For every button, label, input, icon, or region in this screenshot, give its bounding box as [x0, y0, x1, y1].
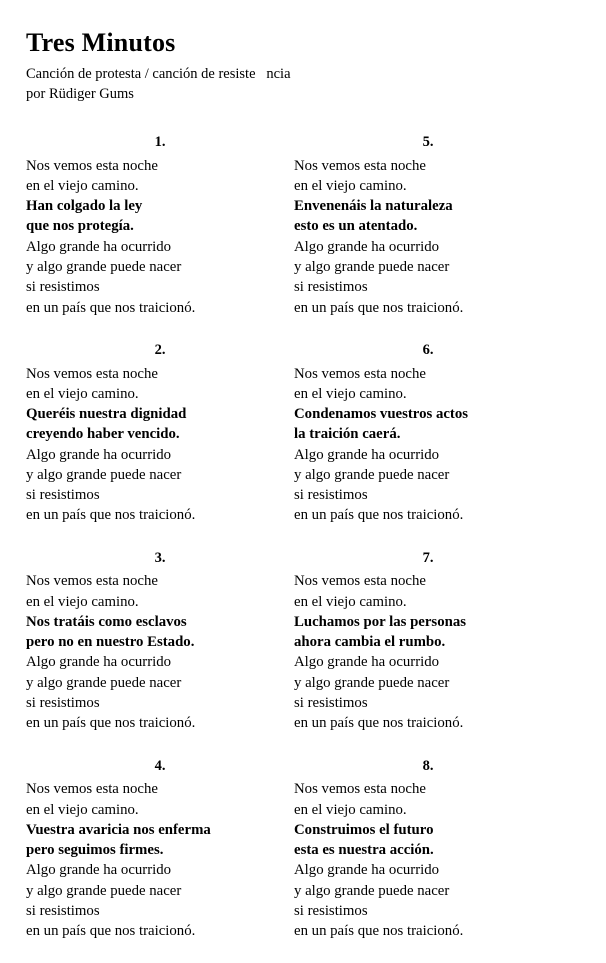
- verse-number: 4.: [154, 757, 166, 774]
- verse-line: Nos vemos esta noche: [294, 157, 426, 174]
- verse: [294, 132, 562, 318]
- verse-line: Nos vemos esta noche: [26, 781, 158, 798]
- verse-line: en el viejo camino.: [26, 177, 139, 194]
- verse-line: si resistimos: [26, 487, 100, 504]
- verse-line: en el viejo camino.: [26, 385, 139, 402]
- verse-line: en el viejo camino.: [294, 177, 407, 194]
- verse-line: en un país que nos traicionó.: [294, 715, 464, 732]
- verse-line: Luchamos por las personas: [294, 613, 466, 630]
- page-title: Tres Minutos: [26, 28, 176, 57]
- verse-line: Nos tratáis como esclavos: [26, 613, 187, 630]
- verse: [26, 340, 294, 526]
- verse-line: creyendo haber vencido.: [26, 426, 180, 443]
- verse-line: Condenamos vuestros actos: [294, 406, 469, 423]
- verse: [294, 340, 562, 526]
- verse-line: Algo grande ha ocurrido: [294, 654, 440, 671]
- verse-line: en el viejo camino.: [294, 385, 407, 402]
- verse-line: en un país que nos traicionó.: [294, 507, 464, 524]
- verse-line: en un país que nos traicionó.: [294, 923, 464, 940]
- verse-line: Algo grande ha ocurrido: [294, 862, 440, 879]
- verse-number: 7.: [422, 549, 434, 566]
- verse-line: Nos vemos esta noche: [26, 157, 158, 174]
- verse-line: y algo grande puede nacer: [294, 466, 450, 483]
- verse-line: pero no en nuestro Estado.: [26, 634, 195, 651]
- verse-line: Algo grande ha ocurrido: [26, 446, 172, 463]
- verse-line: y algo grande puede nacer: [26, 258, 182, 275]
- verse-line: en un país que nos traicionó.: [26, 299, 196, 316]
- subtitle-author: por Rüdiger Gums: [26, 85, 134, 102]
- verse-number: 2.: [154, 341, 166, 358]
- verse-line: Construimos el futuro: [294, 821, 434, 838]
- verse-line: pero seguimos firmes.: [26, 842, 164, 859]
- verse-line: Nos vemos esta noche: [26, 365, 158, 382]
- verse-line: en un país que nos traicionó.: [294, 299, 464, 316]
- subtitle-block: [26, 64, 580, 104]
- verse-line: Envenenáis la naturaleza: [294, 198, 453, 215]
- verse-number: 6.: [422, 341, 434, 358]
- verse-line: y algo grande puede nacer: [26, 674, 182, 691]
- verse-line: Nos vemos esta noche: [294, 781, 426, 798]
- verse-line: Algo grande ha ocurrido: [26, 654, 172, 671]
- verse-line: si resistimos: [294, 487, 368, 504]
- verse-number: 3.: [154, 549, 166, 566]
- verse-line: Nos vemos esta noche: [294, 365, 426, 382]
- verse-line: si resistimos: [294, 902, 368, 919]
- verse-line: esto es un atentado.: [294, 218, 418, 235]
- verse-line: Algo grande ha ocurrido: [26, 238, 172, 255]
- verse-line: si resistimos: [26, 694, 100, 711]
- verse-line: en el viejo camino.: [26, 593, 139, 610]
- verse-column-left: [26, 132, 294, 963]
- verse-line: Nos vemos esta noche: [294, 573, 426, 590]
- verse-line: si resistimos: [26, 279, 100, 296]
- verse-number: 5.: [422, 133, 434, 150]
- verse: [26, 548, 294, 734]
- verse-line: y algo grande puede nacer: [26, 466, 182, 483]
- verse-line: que nos protegía.: [26, 218, 134, 235]
- verse-line: si resistimos: [26, 902, 100, 919]
- verse-line: y algo grande puede nacer: [26, 882, 182, 899]
- verse-line: si resistimos: [294, 279, 368, 296]
- verse-line: Algo grande ha ocurrido: [26, 862, 172, 879]
- verse-line: y algo grande puede nacer: [294, 258, 450, 275]
- verse-line: la traición caerá.: [294, 426, 401, 443]
- verse-number: 8.: [422, 757, 434, 774]
- verse-line: esta es nuestra acción.: [294, 842, 434, 859]
- verse-line: y algo grande puede nacer: [294, 674, 450, 691]
- verse: [26, 132, 294, 318]
- verse-line: en un país que nos traicionó.: [26, 507, 196, 524]
- verse: [294, 548, 562, 734]
- verse-line: Han colgado la ley: [26, 198, 143, 215]
- verse-line: Nos vemos esta noche: [26, 573, 158, 590]
- verse-column-right: [294, 132, 562, 963]
- verse-number: 1.: [154, 133, 166, 150]
- verse-line: en el viejo camino.: [294, 801, 407, 818]
- verse-line: Algo grande ha ocurrido: [294, 238, 440, 255]
- verse-line: Queréis nuestra dignidad: [26, 406, 187, 423]
- verse-columns: [26, 132, 580, 963]
- verse-line: en un país que nos traicionó.: [26, 715, 196, 732]
- verse-line: en el viejo camino.: [294, 593, 407, 610]
- verse-line: Vuestra avaricia nos enferma: [26, 821, 211, 838]
- verse-line: en un país que nos traicionó.: [26, 923, 196, 940]
- verse: [294, 756, 562, 942]
- verse-line: si resistimos: [294, 694, 368, 711]
- verse-line: y algo grande puede nacer: [294, 882, 450, 899]
- subtitle-genre: Canción de protesta / canción de resiste ncia: [26, 65, 291, 82]
- verse-line: Algo grande ha ocurrido: [294, 446, 440, 463]
- verse: [26, 756, 294, 942]
- verse-line: ahora cambia el rumbo.: [294, 634, 446, 651]
- verse-line: en el viejo camino.: [26, 801, 139, 818]
